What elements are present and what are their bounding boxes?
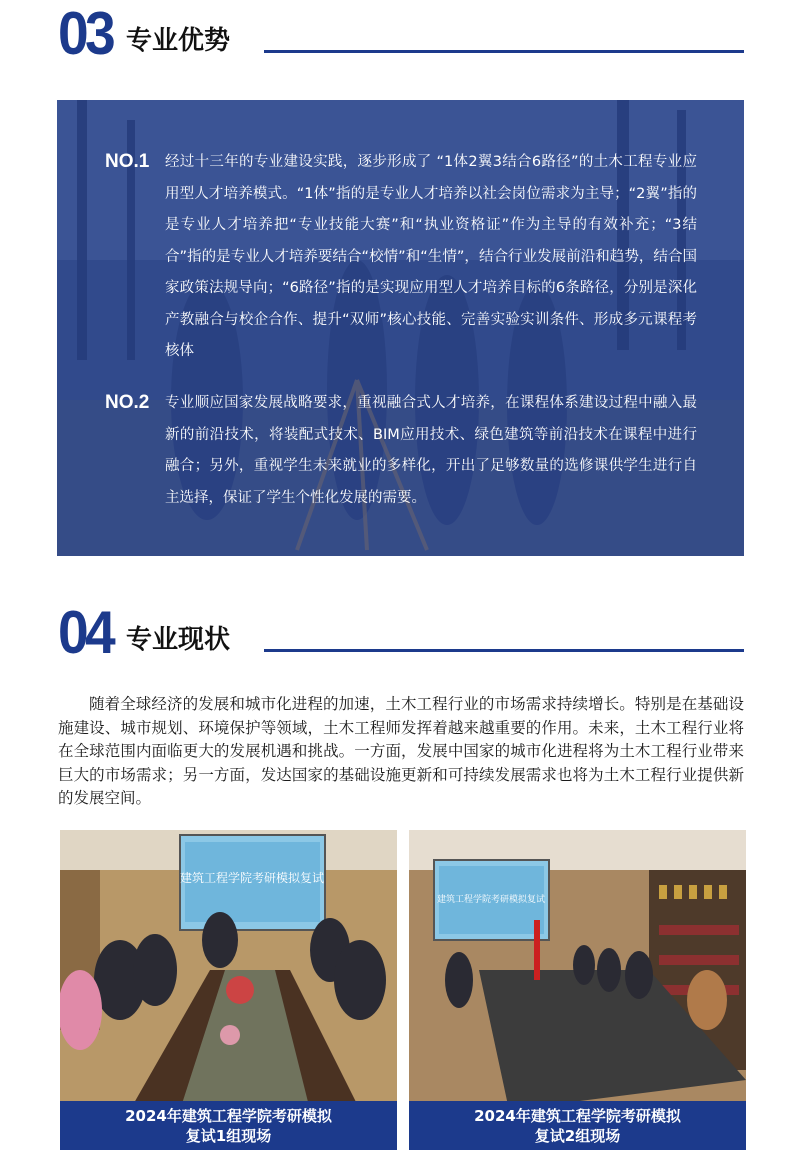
item-text: 专业顺应国家发展战略要求，重视融合式人才培养，在课程体系建设过程中融入最新的前沿技术，将装配式技术、BIM应用技术、绿色建筑等前沿技术在课程中进行融合；另外，重视学生未来就业的多样化，开出了足够数量的选修课供学生进行自主选择，保证了学生个性化发展的需要。: [165, 395, 697, 506]
photo-card-1: [60, 830, 397, 1150]
section-title: 专业优势: [126, 26, 231, 56]
photo-caption: [409, 1101, 746, 1150]
item-number: NO.1: [105, 151, 150, 172]
caption-line-1: 2024年建筑工程学院考研模拟: [125, 1107, 332, 1125]
advantages-panel: [57, 100, 744, 556]
item-number: NO.2: [105, 392, 150, 413]
caption-line-2: 复试2组现场: [534, 1127, 621, 1145]
item-text: 经过十三年的专业建设实践，逐步形成了 “1体2翼3结合6路径”的土木工程专业应用型人才培养模式。“1体”指的是专业人才培养以社会岗位需求为主导；“2翼”指的是专业人才培养把“专业技能大赛”和“执业资格证”作为主导的有效补充；“3结合”指的是专业人才培养要结合“校情”和“生情”，结合行业发展前沿和趋势，结合国家政策法规导向；“6路径”指的是实现应用型人才培养目标的6条路径，分别是深化产教融合与校企合作、提升“双师”核心技能、完善实验实训条件、形成多元课程考核体: [165, 154, 697, 359]
status-paragraph: 随着全球经济的发展和城市化进程的加速，土木工程行业的市场需求持续增长。特别是在基础设施建设、城市规划、环境保护等领域，土木工程师发挥着越来越重要的作用。未来，土木工程行业将在全球范围内面临更大的发展机遇和挑战。一方面，发展中国家的城市化进程将为土木工程行业带来巨大的市场需求；另一方面，发达国家的基础设施更新和可持续发展需求也将为土木工程行业提供新的发展空间。: [58, 695, 744, 808]
section-03-header: [58, 0, 744, 67]
section-number: 03: [58, 0, 113, 67]
photo-card-2: [409, 830, 746, 1150]
projector-screen-text: 建筑工程学院考研模拟复试: [179, 871, 325, 885]
section-number: 04: [58, 599, 113, 666]
section-04-header: [58, 599, 744, 666]
caption-line-1: 2024年建筑工程学院考研模拟: [474, 1107, 681, 1125]
caption-line-2: 复试1组现场: [185, 1127, 272, 1145]
section-divider: [264, 50, 744, 53]
section-title: 专业现状: [126, 625, 231, 655]
section-divider: [264, 649, 744, 652]
photo-caption: [60, 1101, 397, 1150]
projector-screen-text: 建筑工程学院考研模拟复试: [436, 895, 546, 905]
